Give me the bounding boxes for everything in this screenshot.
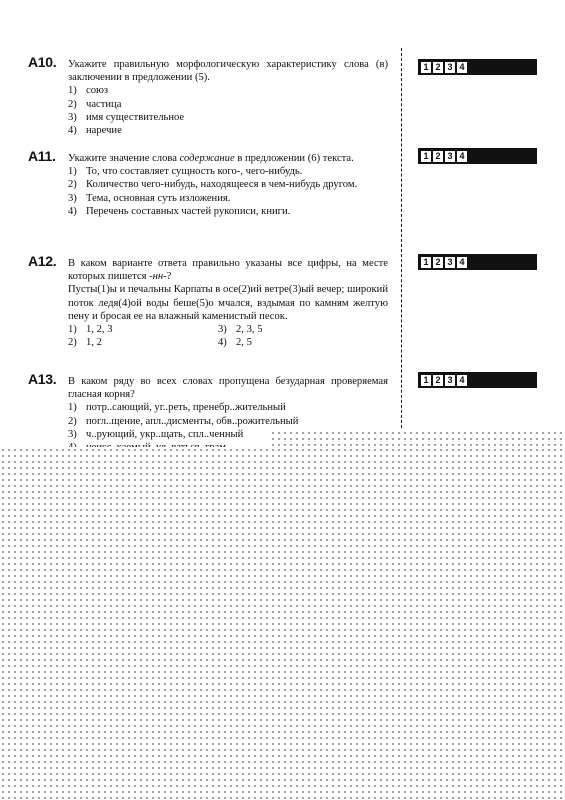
option-1: 1) То, что составляет сущность кого-, чего-нибудь.: [68, 166, 303, 178]
answer-box-4[interactable]: 4: [457, 62, 467, 73]
answer-box-2[interactable]: 2: [433, 62, 443, 73]
option-4: 4) 2, 5: [218, 337, 252, 349]
answer-box-3[interactable]: 3: [445, 151, 455, 162]
option-4: 4) Перечень составных частей рукописи, книги.: [68, 205, 291, 217]
answer-box-2[interactable]: 2: [433, 257, 443, 268]
option-2: 2) 1, 2: [68, 337, 102, 349]
answer-box-4[interactable]: 4: [457, 151, 467, 162]
answer-grid-a11: [418, 148, 537, 164]
question-number: A11.: [28, 148, 56, 164]
question-text: Укажите правильную морфологическую характеристику слова (в) заключении в предложении (5).: [68, 59, 388, 84]
answer-box-2[interactable]: 2: [433, 151, 443, 162]
question-a11: [28, 148, 388, 218]
answer-box-1[interactable]: 1: [421, 375, 431, 386]
option-3: 3) имя существительное: [68, 111, 185, 123]
question-text: В каком варианте ответа правильно указаны все цифры, на месте которых пишется -нн-?: [68, 258, 388, 283]
question-text: В каком ряду во всех словах пропущена безударная проверяемая гласная корня?: [68, 376, 388, 401]
question-number: A12.: [28, 253, 57, 269]
question-number: A13.: [28, 371, 57, 387]
answer-box-4[interactable]: 4: [457, 257, 467, 268]
options-grid: [68, 323, 388, 349]
cut-line-divider: [401, 48, 402, 433]
option-2: 2) Количество чего-нибудь, находящееся в чем-нибудь другом.: [68, 179, 358, 191]
answer-grid-a12: [418, 254, 537, 270]
answer-box-1[interactable]: 1: [421, 62, 431, 73]
dotted-overlay: [0, 447, 565, 800]
answer-box-3[interactable]: 3: [445, 375, 455, 386]
option-1: 1) потр..сающий, уг..реть, пренебр..жительный: [68, 402, 286, 414]
answer-box-2[interactable]: 2: [433, 375, 443, 386]
answer-box-3[interactable]: 3: [445, 62, 455, 73]
option-1: 1) союз: [68, 85, 109, 97]
answer-box-1[interactable]: 1: [421, 151, 431, 162]
answer-box-1[interactable]: 1: [421, 257, 431, 268]
question-number: A10.: [28, 54, 57, 70]
option-2: 2) погл..щение, апл..дисменты, обв..рожительный: [68, 415, 299, 427]
option-3: 3) Тема, основная суть изложения.: [68, 192, 231, 204]
answer-box-4[interactable]: 4: [457, 375, 467, 386]
task-sentence: Пусты(1)ы и печальны Карпаты в осе(2)ий ветре(3)ый вечер; широкий поток ледя(4)ой воды беше(5)о мчался, вздымая по камням желтую пену и бросая ее на влажный каменистый песок.: [68, 284, 388, 322]
answer-box-3[interactable]: 3: [445, 257, 455, 268]
answer-grid-a10: [418, 59, 537, 75]
options-list: [68, 84, 388, 137]
question-text: Укажите значение слова содержание в предложении (6) текста.: [68, 153, 354, 164]
option-2: 2) частица: [68, 98, 122, 110]
question-a12: [28, 253, 388, 349]
question-a10: [28, 54, 388, 137]
option-3: 3) ч..рующий, укр..щать, спл..ченный: [68, 428, 244, 440]
option-1: 1) 1, 2, 3: [68, 324, 113, 336]
option-4: 4) наречие: [68, 125, 122, 137]
option-3: 3) 2, 3, 5: [218, 324, 263, 336]
options-list: [68, 165, 388, 218]
answer-grid-a13: [418, 372, 537, 388]
